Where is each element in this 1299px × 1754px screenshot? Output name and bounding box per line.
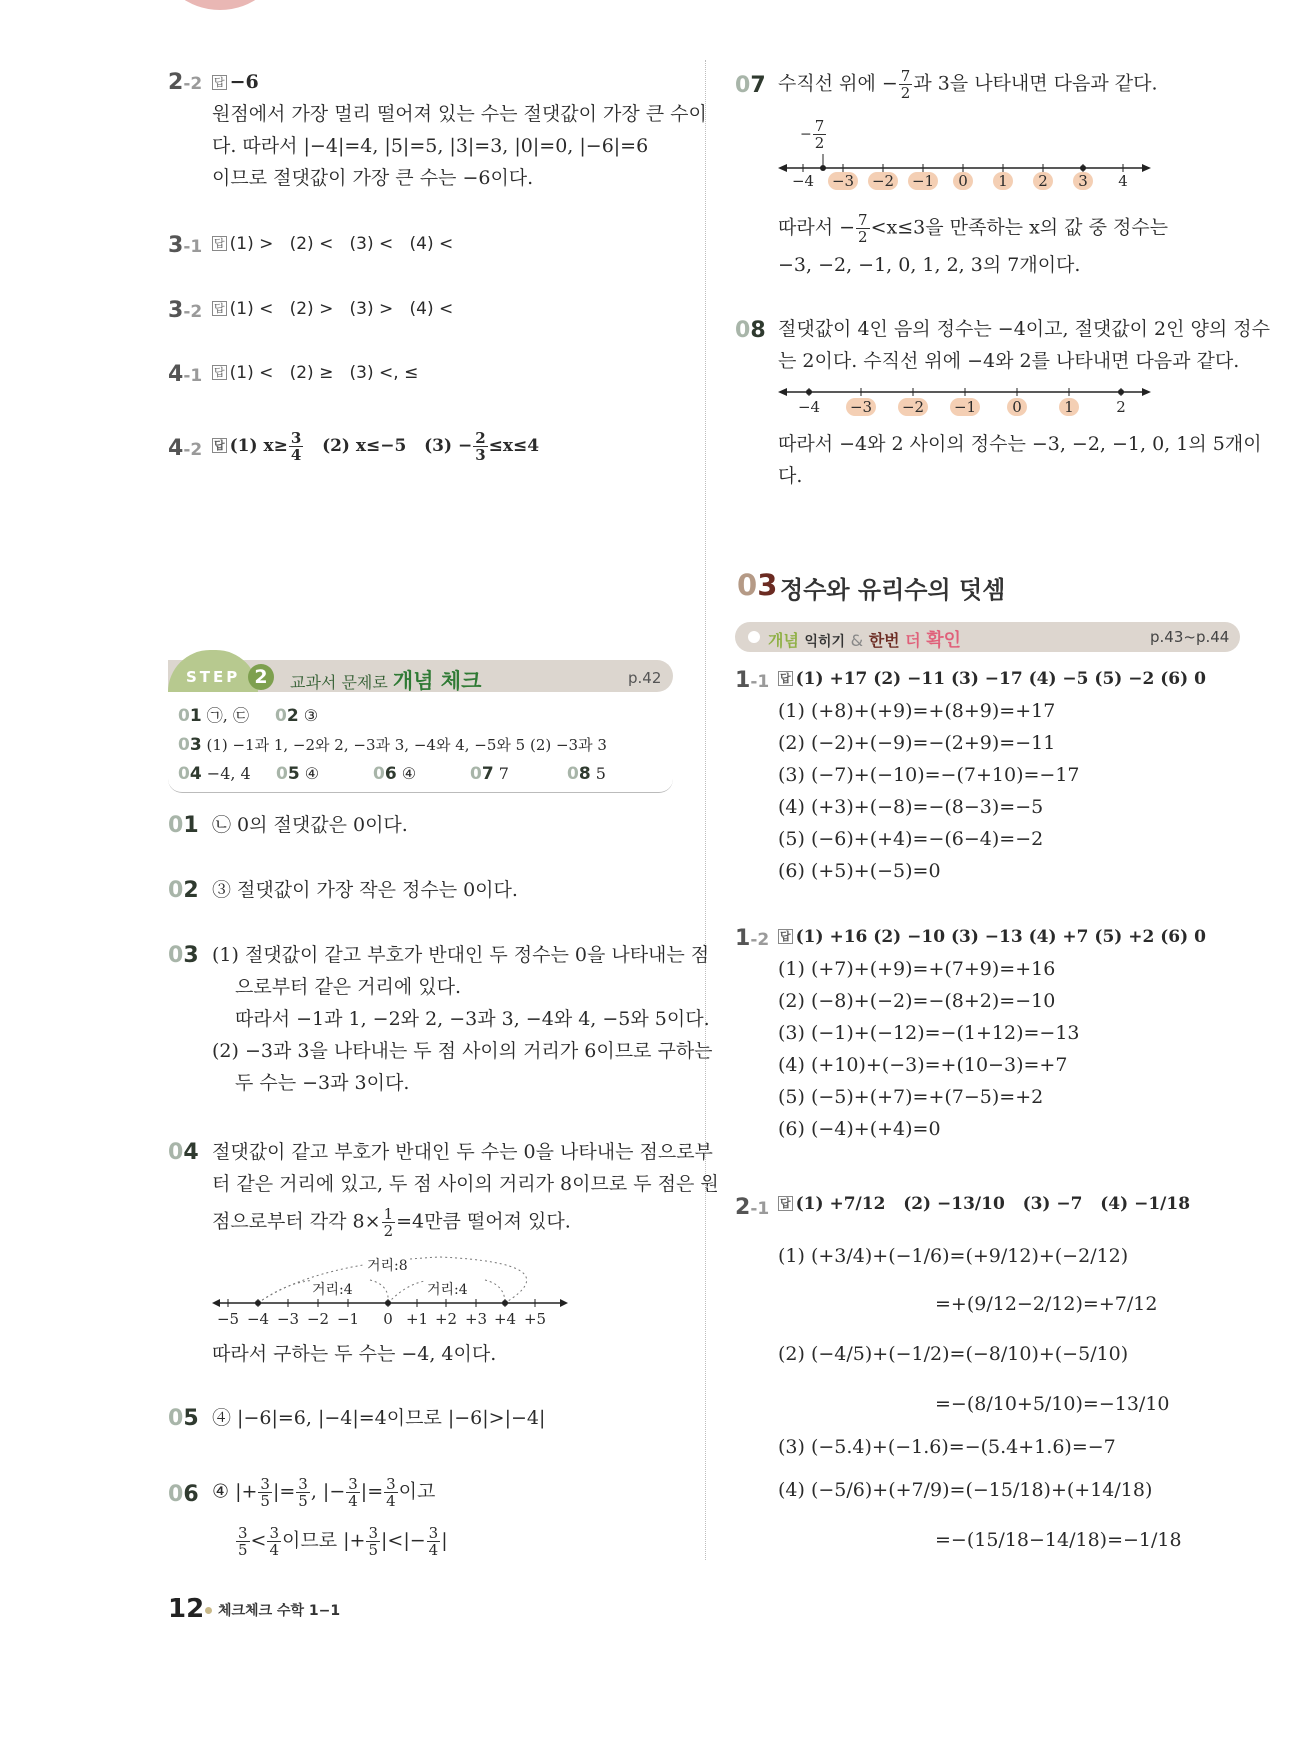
answer-mark-icon: 답	[214, 439, 225, 452]
problem-number: 3-2	[168, 298, 203, 323]
answer-mark-icon: 답	[214, 76, 225, 89]
summary-row: 03 (1) −1과 1, −2와 2, −3과 3, −4와 4, −5와 5 (2) −3과 3	[178, 735, 607, 755]
problem-number: 02	[168, 878, 199, 903]
explanation-line: 원점에서 가장 멀리 떨어져 있는 수는 절댓값이 가장 큰 수이	[212, 103, 707, 125]
page-number: 12	[168, 1594, 205, 1624]
step-number-badge: 2	[248, 664, 274, 690]
answer-mark-icon: 답	[214, 366, 225, 379]
bullet-dot-icon	[748, 631, 760, 643]
answer-line: 답 (1) x≥ $\frac{3}{4}$ (2) x≤−5 (3) − $\frac{2}{3}$ ≤x≤4	[214, 429, 540, 464]
answer-line: 답 (1) +7/12 (2) −13/10 (3) −7 (4) −1/18	[780, 1194, 1191, 1214]
problem-number: 04	[168, 1140, 199, 1165]
section-number: 03	[737, 568, 778, 602]
problem-number: 06	[168, 1482, 199, 1507]
answer-line: 답 (1) < (2) > (3) > (4) <	[214, 299, 454, 319]
problem-number: 03	[168, 943, 199, 968]
problem-number: 2-1	[735, 1195, 770, 1220]
problem-number: 3-1	[168, 233, 203, 258]
answer-mark-icon: 답	[214, 302, 225, 315]
subsection-title: 개념 익히기 & 한번 더 확인	[768, 630, 962, 651]
problem-number: 4-1	[168, 362, 203, 387]
explanation-line: ④ |+ $\frac{3}{5}$ |= $\frac{3}{5}$ , |− $\frac{3}{4}$ |= $\frac{3}{4}$ 이고	[212, 1475, 436, 1510]
step-title: 교과서 문제로 개념 체크	[290, 669, 482, 693]
step-label: STEP	[186, 668, 241, 686]
answer-line: 답 (1) < (2) ≥ (3) <, ≤	[214, 363, 419, 383]
step-page-ref: p.42	[628, 669, 662, 687]
bullet-dot-icon	[205, 1607, 212, 1614]
answer-line: 답 −6	[214, 71, 259, 93]
summary-row: 02 ③	[275, 706, 319, 726]
explanation-line: 수직선 위에 − $\frac{7}{2}$ 과 3을 나타내면 다음과 같다.	[778, 67, 1158, 102]
problem-number: 2-2	[168, 70, 203, 95]
explanation-line: ㉡ 0의 절댓값은 0이다.	[212, 814, 408, 836]
problem-number: 01	[168, 813, 199, 838]
problem-number: 1-2	[735, 926, 770, 951]
answer-line: 답 (1) > (2) < (3) < (4) <	[214, 234, 454, 254]
answer-mark-icon: 답	[780, 672, 791, 685]
explanation-line: ③ 절댓값이 가장 작은 정수는 0이다.	[212, 879, 518, 901]
summary-row: 01 ㉠, ㉢	[178, 706, 249, 726]
answer-mark-icon: 답	[780, 930, 791, 943]
answer-mark-icon: 답	[214, 237, 225, 250]
subsection-page-ref: p.43~p.44	[1150, 628, 1230, 646]
explanation-line: $\frac{3}{5}$ < $\frac{3}{4}$ 이므로 |+ $\frac{3}{5}$ |<|− $\frac{3}{4}$ |	[238, 1524, 448, 1559]
explanation-line: 이므로 절댓값이 가장 큰 수는 −6이다.	[212, 167, 534, 189]
problem-number: 1-1	[735, 668, 770, 693]
marker-label: − $\frac{7}{2}$	[800, 117, 825, 152]
problem-number: 4-2	[168, 436, 203, 461]
decorative-tab-shape	[160, 0, 280, 10]
problem-number: 08	[735, 318, 766, 343]
answer-line: 답 (1) +17 (2) −11 (3) −17 (4) −5 (5) −2 (6) 0	[780, 669, 1206, 689]
answer-mark-icon: 답	[780, 1197, 791, 1210]
book-title: 체크체크 수학 1−1	[218, 1603, 341, 1619]
column-divider	[705, 60, 706, 1560]
section-title: 정수와 유리수의 덧셈	[780, 576, 1006, 604]
problem-number: 07	[735, 73, 766, 98]
problem-number: 05	[168, 1406, 199, 1431]
explanation-line: 다. 따라서 |−4|=4, |5|=5, |3|=3, |0|=0, |−6|=6	[212, 135, 649, 157]
answer-line: 답 (1) +16 (2) −10 (3) −13 (4) +7 (5) +2 (6) 0	[780, 927, 1206, 947]
